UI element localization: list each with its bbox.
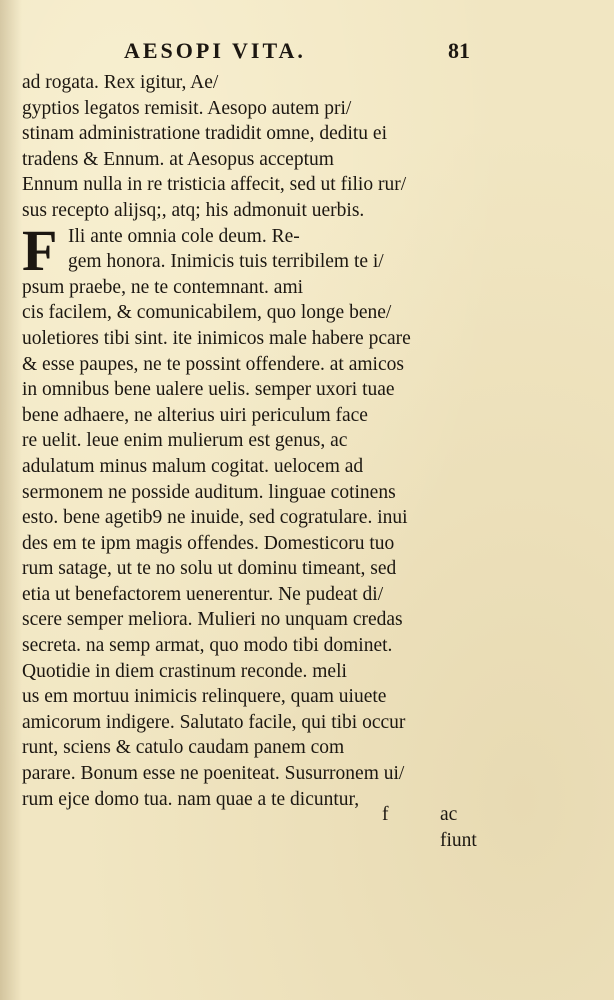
catchword: ac fiunt — [440, 804, 477, 851]
page-footer — [22, 802, 496, 851]
text-line: us em mortuu inimicis relinquere, quam uiuete — [22, 686, 387, 708]
text-line: in omnibus bene ualere uelis. semper uxori tuae — [22, 379, 395, 401]
text-line: Ennum nulla in re tristicia affecit, sed ut filio rur/ — [22, 174, 407, 196]
text-line: amicorum indigere. Salutato facile, qui tibi occur — [22, 711, 406, 733]
text-line: esto. bene agetib9 ne inuide, sed cogratulare. inui — [22, 507, 408, 529]
text-line: gem honora. Inimicis tuis terribilem te i/ — [68, 251, 384, 273]
text-block — [22, 70, 496, 812]
text-line: Quotidie in diem crastinum reconde. meli — [22, 660, 347, 682]
text-line: stinam administratione tradidit omne, deditu ei — [22, 123, 388, 145]
text-line: tradens & Ennum. at Aesopus acceptum — [22, 148, 334, 170]
folio-number: 81 — [448, 38, 470, 63]
text-line: rum satage, ut te no solu ut dominu timeant, sed — [22, 558, 397, 580]
text-line: re uelit. leue enim mulierum est genus, ac — [22, 430, 348, 452]
text-line: gyptios legatos remisit. Aesopo autem pri/ — [22, 97, 352, 119]
text-line: bene adhaere, ne alterius uiri periculum face — [22, 404, 368, 426]
text-line: adulatum minus malum cogitat. uelocem ad — [22, 455, 364, 477]
signature-mark: f — [382, 804, 389, 825]
gutter-shadow — [0, 0, 22, 1000]
text-line: ad rogata. Rex igitur, Ae/ — [22, 72, 219, 93]
text-line: cis facilem, & comunicabilem, quo longe bene/ — [22, 302, 392, 324]
running-head: AESOPI VITA. — [124, 38, 306, 63]
text-line: parare. Bonum esse ne poeniteat. Susurronem ui/ — [22, 763, 405, 785]
text-line: etia ut benefactorem uenerentur. Ne pudeat di/ — [22, 583, 384, 605]
text-line: sus recepto alijsq;, atq; his admonuit uerbis. — [22, 199, 365, 221]
text-line: secreta. na semp armat, quo modo tibi dominet. — [22, 635, 393, 657]
text-line: Ili ante omnia cole deum. Re- — [68, 225, 300, 247]
text-line: scere semper meliora. Mulieri no unquam credas — [22, 609, 403, 631]
text-line: rum ejce domo tua. nam quae a te dicuntur, — [22, 788, 360, 810]
text-line: & esse paupes, ne te possint offendere. at amicos — [22, 353, 404, 375]
text-line: runt, sciens & catulo caudam panem com — [22, 737, 345, 759]
text-line: uoletiores tibi sint. ite inimicos male habere pcare — [22, 327, 411, 349]
text-line: sermonem ne posside auditum. linguae cotinens — [22, 481, 396, 503]
text-line: des em te ipm magis offendes. Domesticoru tuo — [22, 532, 395, 554]
text-line: psum praebe, ne te contemnant. ami — [22, 276, 304, 298]
drop-cap-initial: F — [22, 218, 58, 283]
